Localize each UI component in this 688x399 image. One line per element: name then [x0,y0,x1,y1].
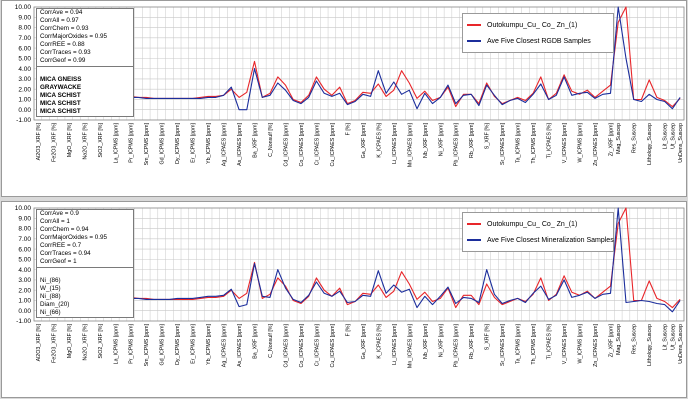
sample-label-line: MICA SCHIST [40,108,81,115]
corr-stat-line: CorrREE = 0.88 [40,41,85,48]
stats-divider [37,267,133,268]
x-tick-label: Cd_ICPAES [ppm] [283,324,290,368]
x-tick-label: MgO_XRF [%] [66,324,73,359]
x-tick-label: Zn_ICPAES [ppm] [593,324,600,367]
x-tick-label: Rb_XRF [ppm] [469,324,476,360]
corr-stat-line: CorrChem = 0.94 [40,226,89,233]
corr-stat-line: CorrChem = 0.93 [40,25,89,32]
stats-divider [37,66,133,67]
x-tick-label: Li_ICPAES [ppm] [391,324,398,365]
correlation-stats-box [36,209,134,318]
x-tick-label: Zr_XRF [ppm] [608,324,615,358]
x-tick-label: Mn_ICPAES [ppm] [407,324,414,369]
corr-stat-line: CorrAll = 0.97 [40,17,79,24]
corr-stat-line: CorrGeof = 0.99 [40,57,86,64]
x-tick-label: Al2O3_XRF [%] [35,324,42,362]
y-tick-label: 6.00 [18,246,31,254]
top-chart-panel [1,0,687,197]
x-tick-label: UnDens_Suscep [678,123,685,163]
x-tick-label: Cu_ICPAES [ppm] [329,123,336,167]
chart-legend [462,212,614,252]
sample-label-line: MICA GNEISS [40,76,82,83]
y-tick-label: -1.00 [16,318,31,326]
y-tick-label: 2.00 [18,86,31,94]
legend-swatch [467,239,481,241]
x-tick-label: S_XRF [%] [484,324,491,351]
y-tick-label: 0.00 [18,307,31,315]
x-tick-label: Fe2O3_XRF [%] [51,123,58,162]
corr-stat-line: CorrGeof = 1 [40,258,77,265]
x-tick-label: UnDens_Suscep [678,324,685,364]
corr-stat-line: CorrMajorOxides = 0.95 [40,33,108,40]
y-tick-label: 8.00 [18,225,31,233]
x-tick-label: Na2O_XRF [%] [82,324,89,361]
x-tick-label: K_ICPAES [%] [376,324,383,359]
x-tick-label: SiO2_XRF [%] [97,122,104,158]
corr-stat-line: CorrREE = 0.7 [40,242,82,249]
y-tick-label: 3.00 [18,76,31,84]
x-tick-label: As_ICPAES [ppm] [237,122,244,166]
x-tick-label: Fe2O3_XRF [%] [51,324,58,363]
x-tick-label: Cd_ICPAES [ppm] [283,123,290,167]
x-tick-label: Pr_ICPMS [ppm] [128,123,135,163]
corr-stat-line: CorrAll = 1 [40,218,70,225]
x-tick-label: Er_ICPMS [ppm] [190,123,197,163]
y-tick-label: 2.00 [18,287,31,295]
x-tick-label: Er_ICPMS [ppm] [190,324,197,364]
x-tick-label: Th_ICPMS [ppm] [531,123,538,164]
legend-entry [467,36,591,46]
x-tick-label: W_ICPMS [ppm] [577,324,584,364]
legend-entry [467,20,577,30]
x-tick-label: C_Nonsulf [%] [268,123,275,157]
x-tick-label: Zn_ICPAES [ppm] [593,123,600,166]
x-tick-label: Gd_ICPMS [ppm] [159,324,166,366]
x-tick-label: Sm_ICPMS [ppm] [144,123,151,166]
x-tick-label: Pb_ICPAES [ppm] [453,123,460,167]
x-tick-label: Ba_XRF [ppm] [252,122,259,158]
x-tick-label: Nb_XRF [ppm] [422,324,429,360]
legend-swatch [467,223,481,225]
x-tick-label: Lithology_Suscep [647,123,654,165]
x-tick-label: Ni_XRF [ppm] [438,324,445,358]
x-tick-label: Al2O3_XRF [%] [35,123,42,161]
x-tick-label: Cu_ICPAES [ppm] [329,324,336,368]
y-tick-label: 0.00 [18,106,31,114]
correlation-stats-box [36,8,134,117]
sample-label-line: MICA SCHIST [40,100,81,107]
x-tick-label: Lit_Suscep [662,123,669,150]
x-tick-label: Gd_ICPMS [ppm] [159,123,166,165]
x-tick-label: Ag_ICPAES [ppm] [221,122,228,167]
x-tick-label: Cr_ICPAES [ppm] [314,123,321,166]
x-tick-label: Yb_ICPMS [ppm] [206,324,213,365]
legend-label: Outokumpu_Cu_ Co_ Zn_(1) [487,21,578,29]
x-tick-label: Ti_ICPAES [%] [546,324,553,360]
x-tick-label: W_ICPMS [ppm] [577,123,584,163]
x-tick-label: SiO2_XRF [%] [97,324,104,359]
x-tick-label: Ba_XRF [ppm] [252,324,259,359]
x-tick-label: Mag_Suscep [616,123,623,154]
x-tick-label: F [%] [345,123,352,136]
legend-label: Ave Five Closest Mineralization Samples [487,236,614,244]
x-tick-label: Co_ICPAES [ppm] [298,324,305,368]
x-tick-label: K_ICPAES [%] [376,123,383,158]
y-tick-label: 1.00 [18,96,31,104]
x-tick-label: S_XRF [%] [484,123,491,150]
corr-stat-line: CorrAve = 0.9 [40,210,79,217]
x-tick-label: Ta_ICPMS [ppm] [515,324,522,365]
x-tick-label: Nb_XRF [ppm] [422,123,429,159]
chart-legend [462,13,614,53]
x-tick-label: Cr_ICPAES [ppm] [314,324,321,367]
x-tick-label: Ut_Suscep [670,324,677,350]
legend-swatch [467,24,481,26]
x-tick-label: Res_Suscep [631,123,638,154]
sample-label-line: Ni_(86) [40,277,61,284]
corr-stat-line: CorrAve = 0.94 [40,9,83,16]
x-tick-label: Sr_ICPAES [ppm] [500,324,507,367]
x-tick-label: As_ICPAES [ppm] [237,324,244,367]
y-tick-label: 10.00 [14,205,31,213]
x-tick-label: Rb_XRF [ppm] [469,123,476,159]
y-tick-label: 3.00 [18,277,31,285]
x-tick-label: Ta_ICPMS [ppm] [515,123,522,164]
x-tick-label: Pb_ICPAES [ppm] [453,324,460,368]
x-tick-label: Sr_ICPAES [ppm] [500,123,507,166]
x-tick-label: Res_Suscep [631,324,638,355]
bottom-chart-panel [1,201,687,398]
sample-label-line: W_(15) [40,285,61,292]
x-tick-label: V_ICPAES [ppm] [562,123,569,164]
y-tick-label: 10.00 [14,4,31,12]
x-tick-label: Th_ICPMS [ppm] [531,324,538,365]
stats-spacer [40,68,130,76]
x-tick-label: Ti_ICPAES [%] [546,123,553,159]
sample-label-line: Diam_(20) [40,301,70,308]
y-tick-label: 8.00 [18,24,31,32]
x-tick-label: Pr_ICPMS [ppm] [128,324,135,364]
corr-stat-line: CorrTraces = 0.93 [40,49,91,56]
x-tick-label: C_Nonsulf [%] [268,324,275,358]
legend-entry [467,219,577,229]
y-tick-label: 7.00 [18,35,31,43]
x-tick-label: Ga_XRF [ppm] [360,123,367,159]
sample-label-line: Ni_(88) [40,293,61,300]
x-tick-label: La_ICPMS [ppm] [113,324,120,365]
legend-entry [467,235,614,245]
x-tick-label: La_ICPMS [ppm] [113,123,120,164]
y-tick-label: 5.00 [18,256,31,264]
x-tick-label: MgO_XRF [%] [66,123,73,158]
x-tick-label: Mn_ICPAES [ppm] [407,123,414,168]
y-tick-label: 9.00 [18,14,31,22]
x-tick-label: Li_ICPAES [ppm] [391,123,398,164]
y-tick-label: 1.00 [18,297,31,305]
x-tick-label: Ga_XRF [ppm] [360,324,367,360]
y-tick-label: -1.00 [16,117,31,125]
x-tick-label: Na2O_XRF [%] [82,123,89,160]
x-tick-label: Mag_Suscep [616,324,623,355]
corr-stat-line: CorrTraces = 0.94 [40,250,91,257]
legend-label: Ave Five Closest RGDB Samples [487,37,591,45]
sample-label-line: MICA SCHIST [40,92,81,99]
x-tick-label: Lithology_Suscep [647,324,654,366]
legend-swatch [467,40,481,42]
y-tick-label: 7.00 [18,236,31,244]
y-tick-label: 5.00 [18,55,31,63]
x-tick-label: Dy_ICPMS [ppm] [175,123,182,164]
sample-label-line: Ni_(66) [40,309,61,316]
x-tick-label: Yb_ICPMS [ppm] [206,123,213,164]
x-tick-label: F [%] [345,324,352,337]
corr-stat-line: CorrMajorOxides = 0.95 [40,234,108,241]
y-tick-label: 4.00 [18,266,31,274]
stats-spacer [40,269,130,277]
y-tick-label: 6.00 [18,45,31,53]
y-tick-label: 4.00 [18,65,31,73]
x-tick-label: V_ICPAES [ppm] [562,324,569,365]
x-tick-label: Ut_Suscep [670,123,677,149]
x-tick-label: Dy_ICPMS [ppm] [175,324,182,365]
x-tick-label: Zr_XRF [ppm] [608,123,615,157]
legend-label: Outokumpu_Cu_ Co_ Zn_(1) [487,220,578,228]
x-tick-label: Sm_ICPMS [ppm] [144,324,151,367]
x-tick-label: Ag_ICPAES [ppm] [221,324,228,368]
x-tick-label: Ni_XRF [ppm] [438,123,445,157]
y-tick-label: 9.00 [18,215,31,223]
x-tick-label: Co_ICPAES [ppm] [298,123,305,167]
sample-label-line: GRAYWACKE [40,84,82,91]
x-tick-label: Lit_Suscep [662,324,669,351]
